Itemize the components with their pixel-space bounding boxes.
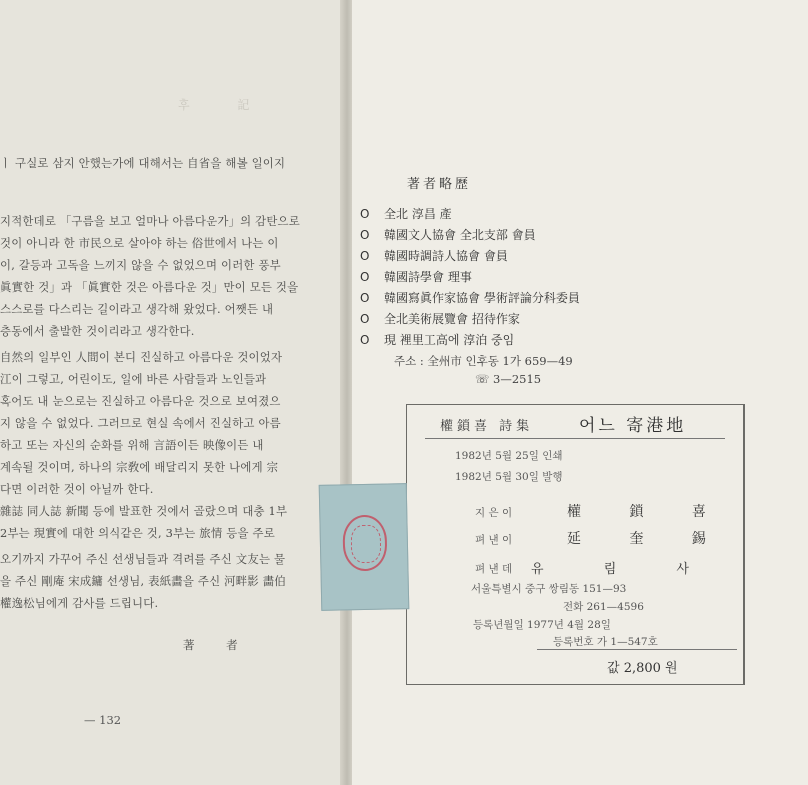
afterword-line: ㅣ 구실로 삼지 안했는가에 대해서는 自省을 해볼 일이지: [0, 156, 286, 170]
bio-item: [360, 205, 452, 222]
red-seal-stamp: [342, 515, 387, 572]
price: 값 2,800 원: [607, 661, 678, 676]
registration-number: 등록번호 가 1—547호: [553, 636, 658, 648]
bio-item: [360, 268, 472, 285]
bio-item-text: 韓國詩學會 理事: [384, 270, 472, 284]
publisher-address: 서울특별시 중구 쌍림동 151—93: [471, 583, 627, 595]
page-number: — 132: [84, 713, 122, 727]
publisher-phone: 전화 261—4596: [563, 601, 644, 613]
bio-item-text: 韓國文人協會 全北支部 會員: [384, 228, 536, 242]
afterword-line: 自然의 일부인 人間이 본디 진실하고 아름다운 것이었자: [0, 350, 283, 364]
afterword-line: 眞實한 것」과 「眞實한 것은 아름다운 것」만이 모든 것을: [0, 280, 299, 294]
afterword-line: 지 않을 수 없었다. 그러므로 현실 속에서 진실하고 아름: [0, 416, 281, 430]
bio-bullet: O: [360, 333, 370, 347]
afterword-line: 다면 이러한 것이 아닐까 한다.: [0, 482, 154, 496]
bio-item: [360, 226, 536, 243]
bio-item-text: 韓國時調詩人協會 會員: [384, 249, 508, 263]
publisher-label: 펴 낸 데: [475, 563, 513, 575]
afterword-line: 雜誌 同人誌 新聞 등에 발표한 것에서 골랐으며 대충 1부: [0, 504, 288, 518]
bio-item-text: 現 裡里工高에 淳泊 중임: [384, 333, 515, 347]
afterword-line: 지적한데로 「구름을 보고 얼마나 아름다운가」의 감탄으로: [0, 214, 300, 228]
afterword-line: 江이 그렇고, 어린이도, 일에 바른 사람들과 노인들과: [0, 372, 267, 386]
afterword-line: 權逸松님에게 감사를 드립니다.: [0, 596, 159, 610]
bio-item: [360, 247, 508, 264]
bio-item: [360, 310, 520, 327]
right-page: [352, 0, 808, 785]
bio-item-text: 韓國寫眞作家協會 學術評論分科委員: [384, 291, 580, 305]
signoff: 著 者: [183, 638, 252, 652]
publisher-name: 유 림 사: [531, 562, 717, 577]
bio-bullet: O: [360, 228, 370, 242]
bio-bullet: O: [360, 312, 370, 326]
publish-date: 1982년 5월 30일 발행: [455, 471, 563, 483]
bio-item: [360, 289, 580, 306]
afterword-line: 이, 갈등과 고독을 느끼지 않을 수 없었으며 이러한 풍부: [0, 258, 281, 272]
inserted-ticket: [319, 483, 410, 611]
afterword-line: 하고 또는 자신의 순화를 위해 言語이든 映像이든 내: [0, 438, 264, 452]
afterword-line: 것이 아니라 한 市民으로 살아야 하는 俗世에서 나는 이: [0, 236, 279, 250]
afterword-line: 을 주신 剛庵 宋成鏞 선생님, 表紙畵을 주신 河畔影 畵伯: [0, 574, 286, 588]
bio-item-text: 全北 淳昌 產: [384, 207, 452, 221]
publisher-person: 延 奎 錫: [567, 531, 728, 547]
afterword-line: 스스로를 다스리는 길이라고 생각해 왔었다. 어쨋든 내: [0, 302, 274, 316]
bio-bullet: O: [360, 291, 370, 305]
colophon-rule: [425, 438, 725, 439]
afterword-line: 2부는 現實에 대한 의식같은 것, 3부는 旅情 등을 주로: [0, 526, 275, 540]
author-address: 주소 : 全州市 인후동 1가 659—49: [394, 354, 573, 368]
bio-bullet: O: [360, 207, 370, 221]
registration-date: 등록년월일 1977년 4월 28일: [473, 619, 611, 631]
print-date: 1982년 5월 25일 인쇄: [455, 450, 563, 462]
faint-heading: 후 記: [178, 98, 272, 112]
colophon-series: 權鎖喜 詩集: [440, 419, 534, 434]
bio-title: 著者略歷: [407, 177, 472, 192]
colophon-box: [406, 404, 745, 685]
bio-item: [360, 331, 514, 348]
bio-bullet: O: [360, 249, 370, 263]
afterword-line: 오기까지 가꾸어 주신 선생님들과 격려를 주신 文友는 물: [0, 552, 286, 566]
colophon-book-title: 어느 寄港地: [579, 416, 687, 436]
afterword-line: 층동에서 출발한 것이리라고 생각한다.: [0, 324, 195, 338]
bio-item-text: 全北美術展覽會 招待作家: [384, 312, 520, 326]
publisher-person-label: 펴 낸 이: [475, 534, 513, 546]
bio-bullet: O: [360, 270, 370, 284]
afterword-line: 혹어도 내 눈으로는 진실하고 아름다운 것으로 보여졌으: [0, 394, 281, 408]
price-rule: [537, 649, 737, 650]
author-label: 지 은 이: [475, 507, 513, 519]
left-page: [0, 0, 346, 785]
author-phone: ☏ 3—2515: [475, 372, 542, 386]
colophon-author: 權 鎖 喜: [567, 504, 728, 520]
afterword-line: 계속될 것이며, 하나의 宗敎에 배달리지 못한 나에게 宗: [0, 460, 279, 474]
